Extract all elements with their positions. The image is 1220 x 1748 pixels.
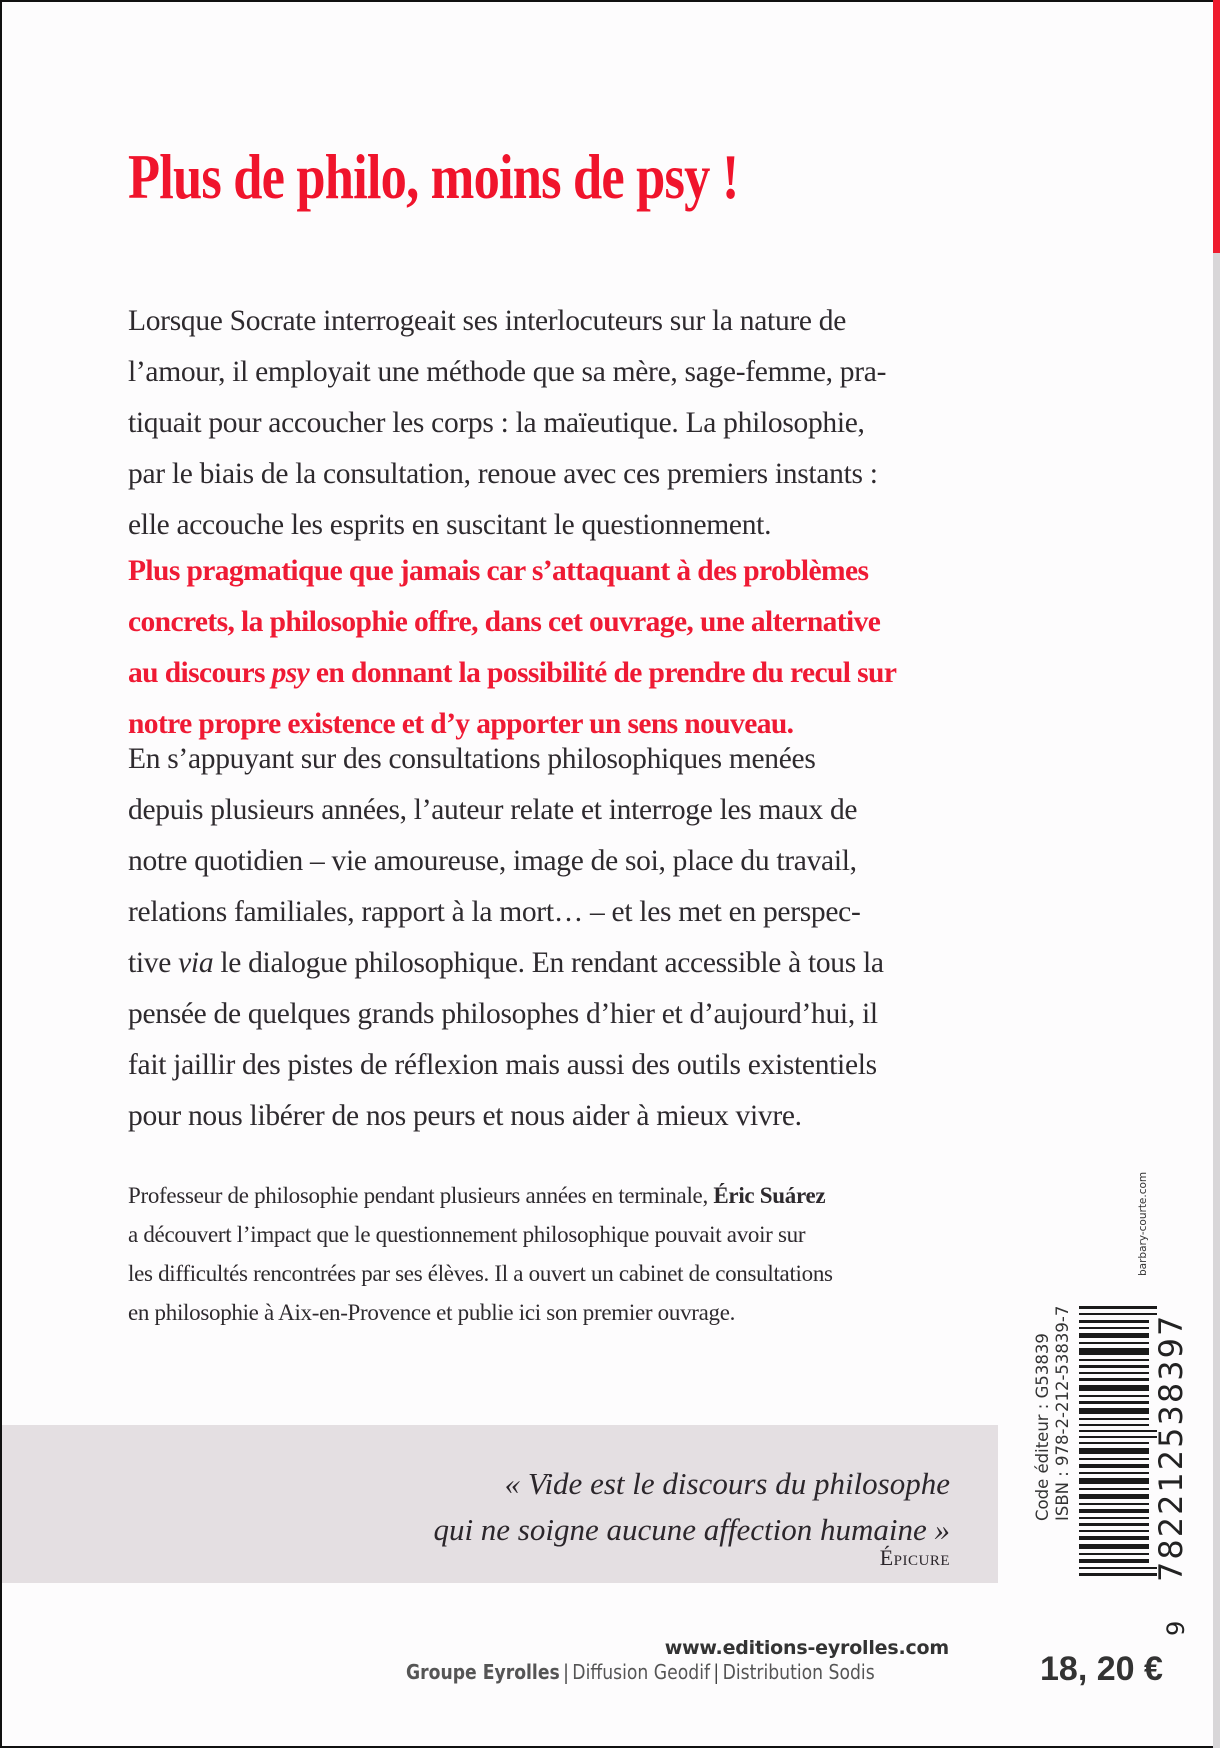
- description-line: fait jaillir des pistes de réflexion mais aussi des outils existentiels: [128, 1049, 877, 1081]
- diffusion: Diffusion Geodif: [572, 1660, 711, 1684]
- text-run: au discours: [128, 657, 272, 689]
- description-line: [128, 938, 1008, 989]
- intro-line: tiquait pour accoucher les corps : la maïeutique. La philosophie,: [128, 407, 865, 439]
- text-run: tive: [128, 947, 179, 979]
- italic-term: psy: [271, 657, 310, 689]
- author-name: Éric Suárez: [713, 1183, 826, 1208]
- description-paragraph: [128, 734, 1008, 1142]
- quote-text: [433, 1461, 950, 1553]
- text-run: Professeur de philosophie pendant plusieurs années en terminale,: [128, 1183, 714, 1208]
- intro-line: par le biais de la consultation, renoue avec ces premiers instants :: [128, 458, 878, 490]
- highlight-paragraph: [128, 546, 1008, 750]
- bio-line: les difficultés rencontrées par ses élèves. Il a ouvert un cabinet de consultations: [128, 1261, 833, 1286]
- description-line: depuis plusieurs années, l’auteur relate et interroge les maux de: [128, 794, 858, 826]
- publisher-website[interactable]: www.editions-eyrolles.com: [664, 1637, 949, 1659]
- highlight-line: notre propre existence et d’y apporter un sens nouveau.: [128, 708, 794, 740]
- description-line: notre quotidien – vie amoureuse, image de soi, place du travail,: [128, 845, 857, 877]
- bio-line: a découvert l’impact que le questionnement philosophique pouvait avoir sur: [128, 1222, 806, 1247]
- barcode-digits: 782212538397: [1152, 1313, 1190, 1582]
- description-line: En s’appuyant sur des consultations philosophiques menées: [128, 743, 816, 775]
- isbn-text: ISBN : 978-2-212-53839-7: [1053, 1305, 1072, 1521]
- cover-title: Plus de philo, moins de psy !: [128, 141, 739, 212]
- intro-line: l’amour, il employait une méthode que sa mère, sage-femme, pra-: [128, 356, 887, 388]
- quote-line: qui ne soigne aucune affection humaine »: [433, 1512, 950, 1547]
- separator: |: [713, 1660, 720, 1684]
- italic-term: via: [178, 947, 214, 979]
- highlight-line: [128, 648, 1008, 699]
- text-run: en donnant la possibilité de prendre du recul sur: [309, 657, 897, 689]
- intro-line: elle accouche les esprits en suscitant le questionnement.: [128, 509, 772, 541]
- intro-paragraph: [128, 296, 1008, 551]
- intro-line: Lorsque Socrate interrogeait ses interlocuteurs sur la nature de: [128, 305, 847, 337]
- separator: |: [563, 1660, 569, 1684]
- quote-author: Épicure: [879, 1545, 950, 1570]
- text-run: le dialogue philosophique. En rendant accessible à tous la: [213, 947, 884, 979]
- description-line: relations familiales, rapport à la mort… – et les met en perspec-: [128, 896, 861, 928]
- quote-band: [2, 1425, 998, 1583]
- price-label: 18, 20 €: [1040, 1650, 1163, 1688]
- barcode-icon: [1079, 1306, 1157, 1576]
- designer-credit: barbary-courte.com: [1137, 1171, 1149, 1276]
- description-line: pensée de quelques grands philosophes d’hier et d’aujourd’hui, il: [128, 998, 878, 1030]
- quote-line: « Vide est le discours du philosophe: [504, 1466, 950, 1501]
- highlight-line: concrets, la philosophie offre, dans cet ouvrage, une alternative: [128, 606, 881, 638]
- bio-line: en philosophie à Aix-en-Provence et publie ici son premier ouvrage.: [128, 1300, 736, 1325]
- author-bio: [128, 1176, 1008, 1332]
- publisher-code: Code éditeur : G53839: [1033, 1333, 1052, 1521]
- spine-red-strip: [1213, 0, 1220, 253]
- distribution-line: [406, 1660, 875, 1684]
- distribution: Distribution Sodis: [722, 1660, 875, 1684]
- description-line: pour nous libérer de nos peurs et nous aider à mieux vivre.: [128, 1100, 802, 1132]
- publisher-group: Groupe Eyrolles: [406, 1660, 560, 1684]
- spine-gray-strip: [1213, 253, 1220, 1748]
- highlight-line: Plus pragmatique que jamais car s’attaquant à des problèmes: [128, 555, 869, 587]
- barcode-lead-digit: 9: [1162, 1620, 1190, 1636]
- bio-line: [128, 1176, 1008, 1215]
